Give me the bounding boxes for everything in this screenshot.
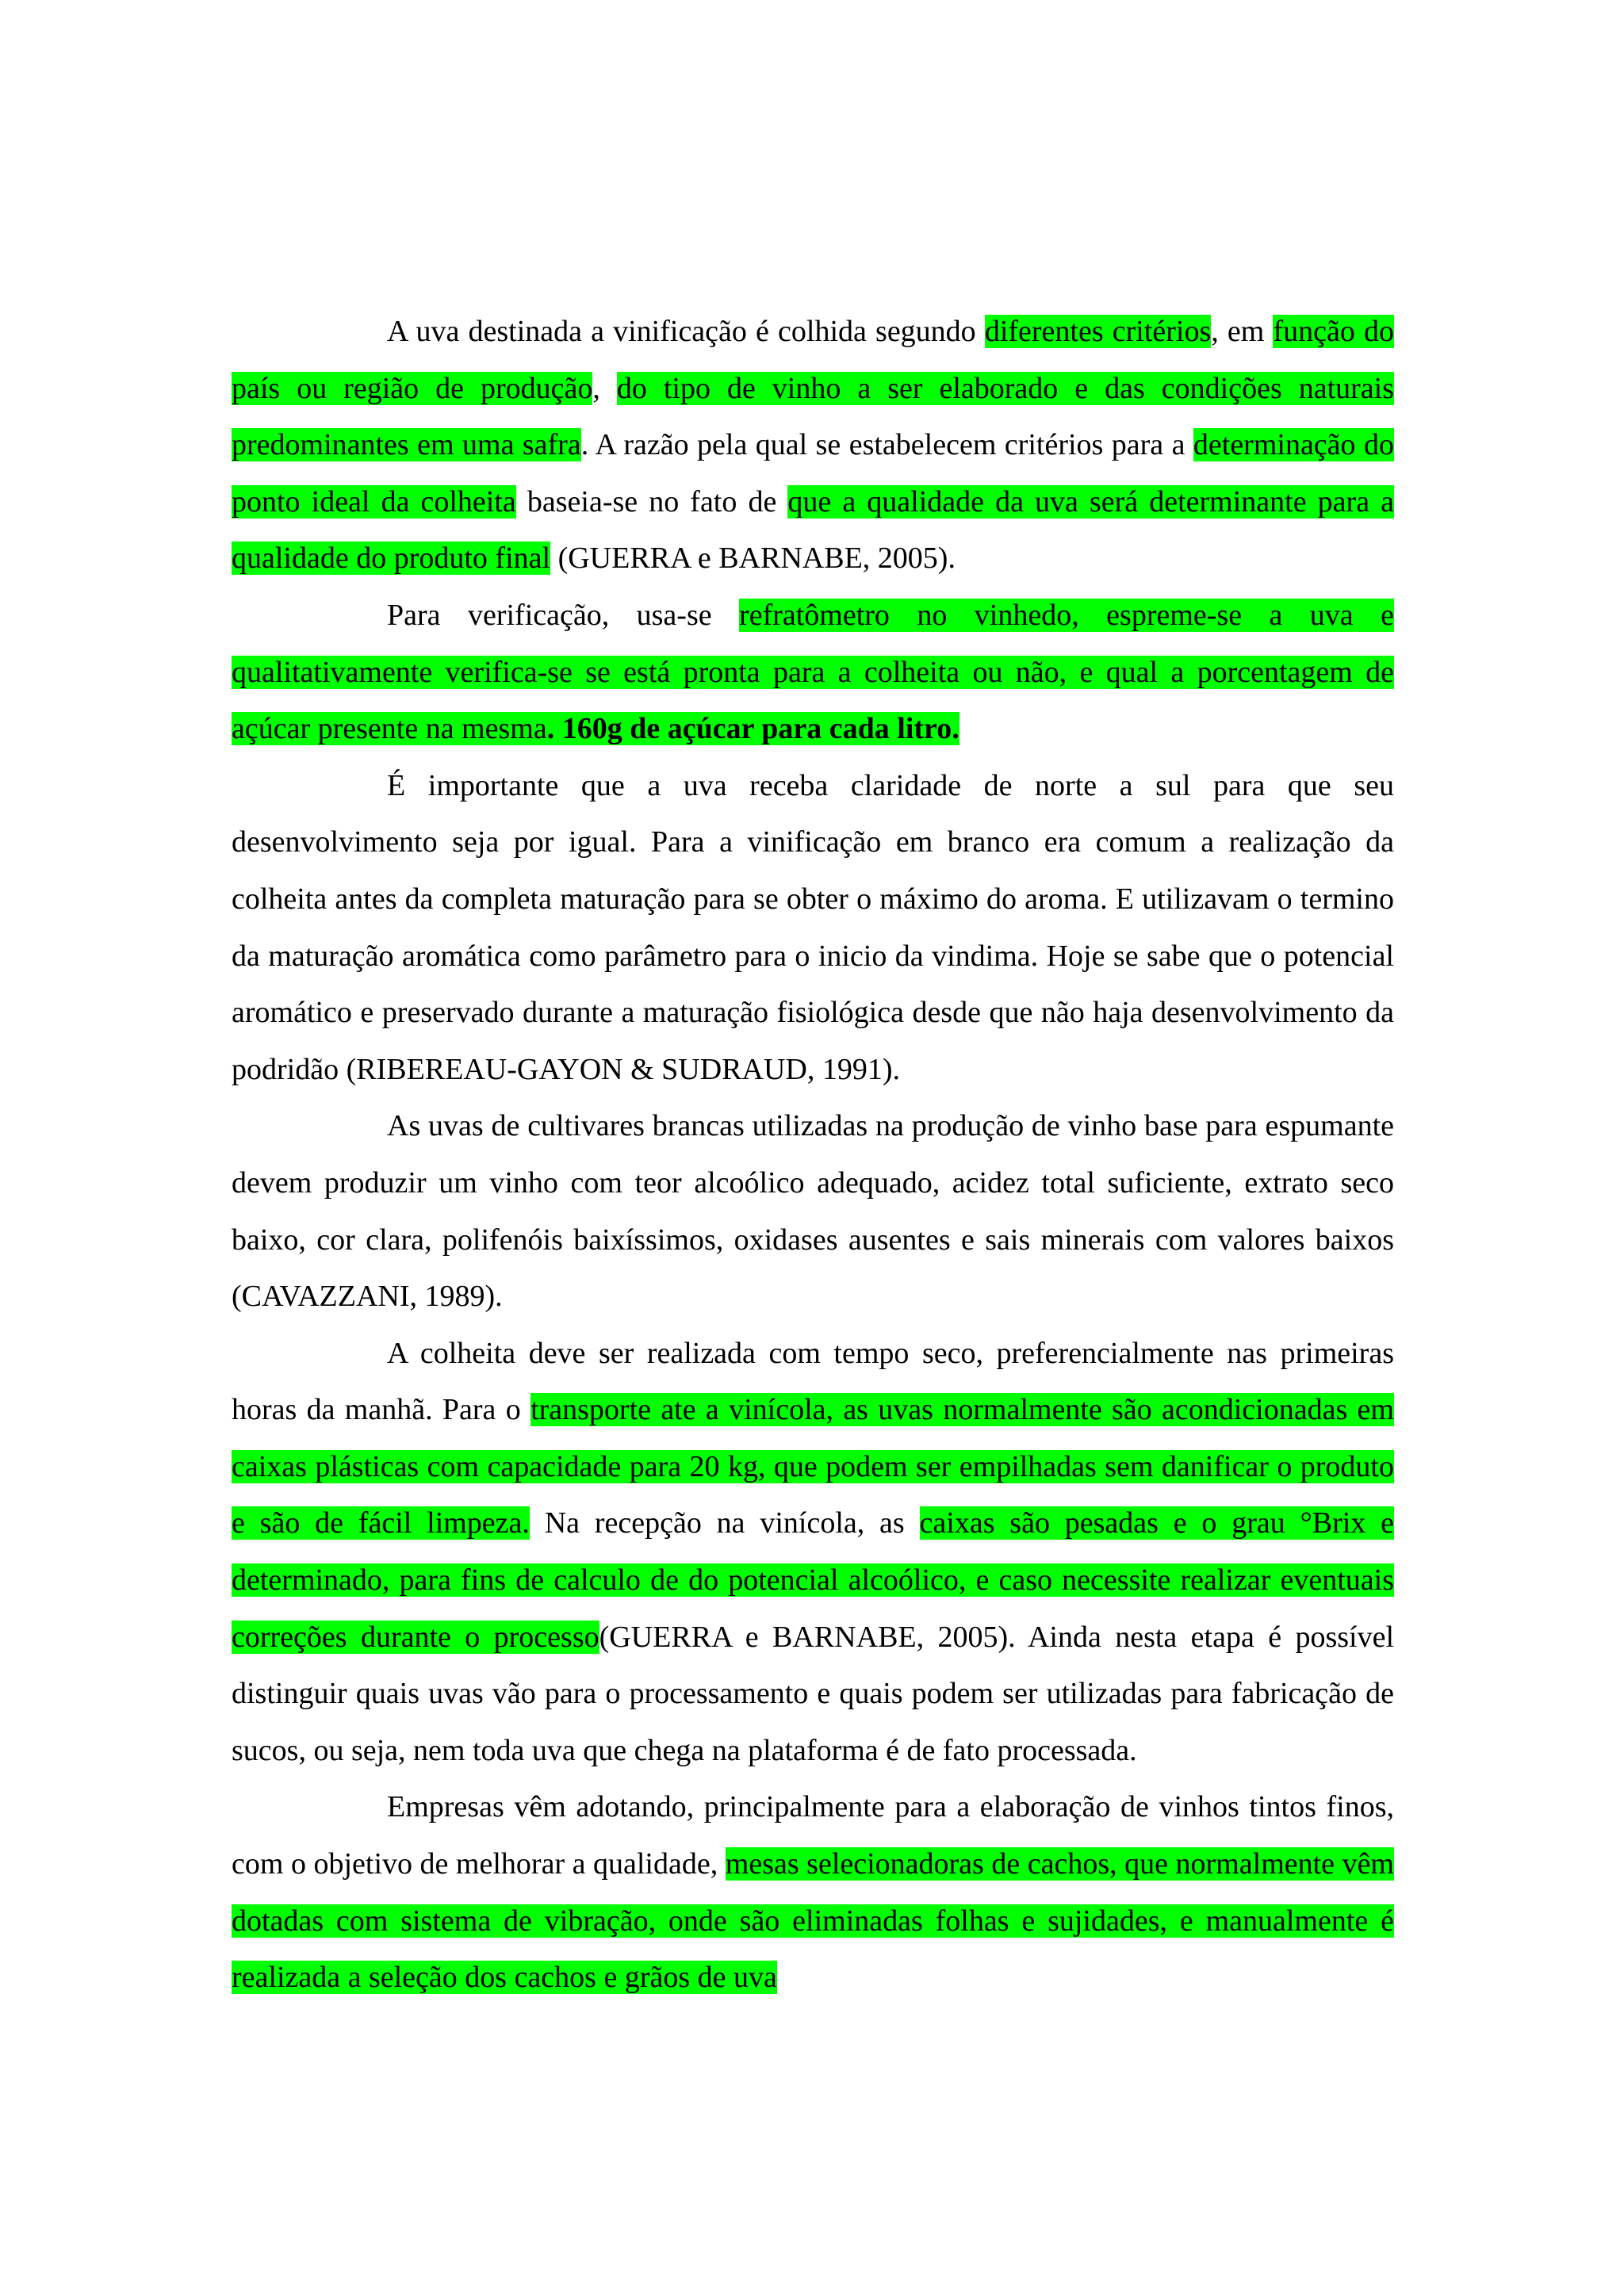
paragraph-6 (232, 1779, 1394, 2006)
highlighted-text: determinação do ponto ideal da colheita (232, 428, 1394, 519)
highlighted-text: função do país ou região de produção (232, 315, 1395, 405)
text-segment: , (592, 371, 617, 405)
paragraph-2 (232, 587, 1394, 758)
highlighted-text: caixas são pesadas e o grau °Brix e determinado, para fins de calculo de do potencial alcoólico, e caso necessite realizar eventuais correções durante o processo (232, 1506, 1394, 1654)
paragraph-1 (232, 304, 1394, 587)
paragraph-4 (232, 1098, 1394, 1325)
text-segment: . A razão pela qual se estabelecem critérios para a (580, 428, 1193, 462)
text-segment: baseia-se no fato de (515, 484, 788, 519)
text-segment: (GUERRA e BARNABE, 2005). Ainda nesta etapa é possível distinguir quais uvas vão para o processamento e quais podem ser utilizadas para fabricação de sucos, ou seja, nem toda uva que chega na plataforma é de fato processada. (232, 1620, 1395, 1767)
highlighted-text: refratômetro no vinhedo, espreme-se a uva e qualitativamente verifica-se se está pronta para a colheita ou não, e qual a porcentagem de açúcar presente na mesma (232, 598, 1394, 746)
paragraph-3 (232, 758, 1394, 1099)
paragraph-5 (232, 1326, 1394, 1780)
text-segment: Empresas vêm adotando, principalmente para a elaboração de vinhos tintos finos, com o objetivo de melhorar a qualidade, (232, 1790, 1394, 1881)
text-segment: , em (1211, 315, 1274, 348)
document-body (232, 304, 1394, 2007)
highlighted-text: mesas selecionadoras de cachos, que normalmente vêm dotadas com sistema de vibração, onde são eliminadas folhas e sujidades, e manualmente é realizada a seleção dos cachos e grãos de uva (232, 1847, 1394, 1995)
highlighted-text: que a qualidade da uva será determinante para a qualidade do produto final (232, 484, 1395, 576)
highlighted-text: transporte ate a vinícola, as uvas normalmente são acondicionadas em caixas plásticas com capacidade para 20 kg, que podem ser empilhadas sem danificar o produto e são de fácil limpeza. (232, 1393, 1394, 1540)
highlighted-text: diferentes critérios (984, 315, 1212, 348)
text-segment: As uvas de cultivares brancas utilizadas na produção de vinho base para espumante devem produzir um vinho com teor alcoólico adequado, acidez total suficiente, extrato seco baixo, cor clara, polifenóis baixíssimos, oxidases ausentes e sais minerais com valores baixos (CAVAZZANI, 1989). (232, 1109, 1394, 1314)
highlighted-text: . 160g de açúcar para cada litro. (546, 712, 959, 746)
text-segment: A uva destinada a vinificação é colhida segundo (387, 315, 985, 348)
text-segment: A colheita deve ser realizada com tempo seco, preferencialmente nas primeiras horas da manhã. Para o (232, 1336, 1394, 1427)
text-segment: Na recepção na vinícola, as (529, 1506, 920, 1540)
text-segment: É importante que a uva receba claridade de norte a sul para que seu desenvolvimento seja por igual. Para a vinificação em branco era comum a realização da colheita antes da completa maturação para se obter o máximo do aroma. E utilizavam o termino da maturação aromática como parâmetro para o inicio da vindima. Hoje se sabe que o potencial aromático e preservado durante a maturação fisiológica desde que não haja desenvolvimento da podridão (RIBEREAU-GAYON & SUDRAUD, 1991). (232, 768, 1394, 1086)
text-segment: (GUERRA e BARNABE, 2005). (550, 541, 956, 576)
text-segment: Para verificação, usa-se (387, 598, 740, 632)
highlighted-text: do tipo de vinho a ser elaborado e das condições naturais predominantes em uma safra (232, 371, 1395, 462)
